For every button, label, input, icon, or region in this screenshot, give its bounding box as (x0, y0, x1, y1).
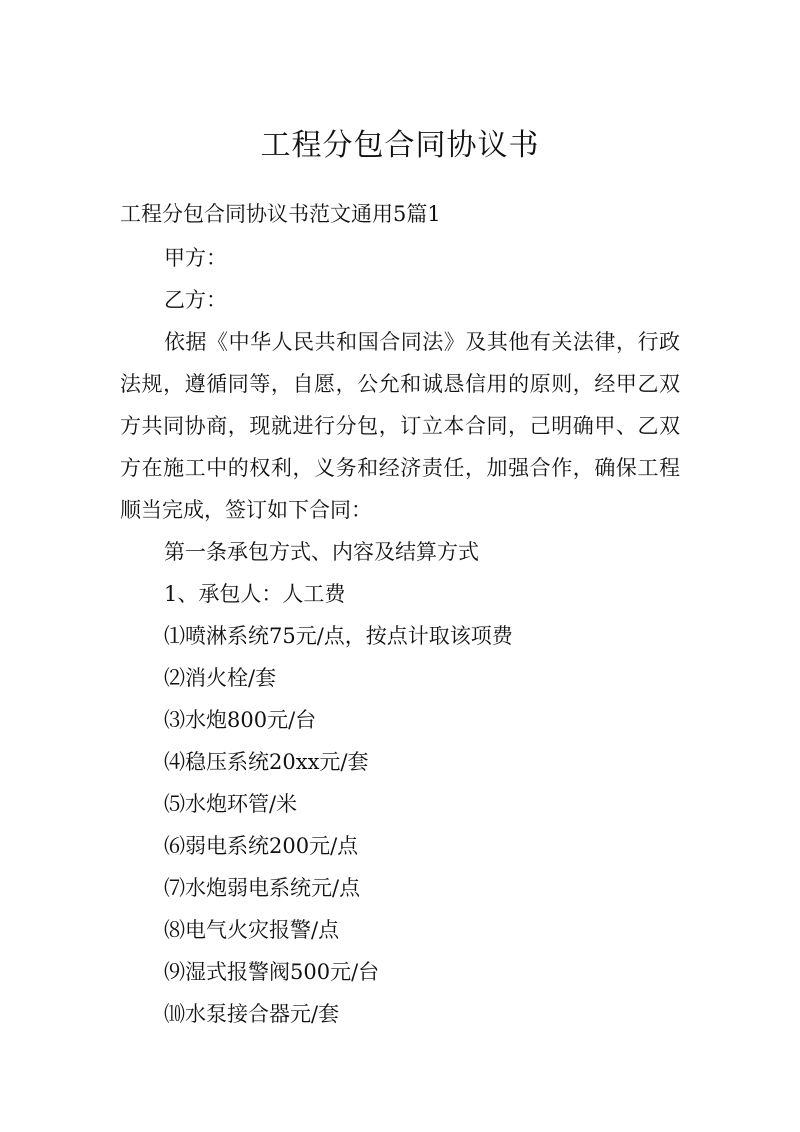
intro-paragraph-line: 法规，遵循同等，自愿，公允和诚恳信用的原则，经甲乙双 (120, 372, 680, 396)
fee-item: ⑺水炮弱电系统元/点 (164, 876, 361, 900)
fee-item: ⑽水泵接合器元/套 (164, 1002, 340, 1026)
fee-item: ⑹弱电系统200元/点 (164, 834, 359, 858)
fee-item: ⑵消火栓/套 (164, 666, 277, 690)
fee-item: ⑷稳压系统20xx元/套 (164, 750, 369, 774)
intro-paragraph-line: 依据《中华人民共和国合同法》及其他有关法律，行政 (164, 330, 680, 354)
party-b-label: 乙方： (164, 288, 227, 312)
fee-item: ⑼湿式报警阀500元/台 (164, 960, 380, 984)
party-a-label: 甲方： (164, 246, 227, 270)
intro-paragraph-line: 顺当完成，签订如下合同： (120, 498, 372, 522)
intro-paragraph-line: 方共同协商，现就进行分包，订立本合同，己明确甲、乙双 (120, 414, 680, 438)
document-title: 工程分包合同协议书 (260, 128, 540, 163)
document-subtitle: 工程分包合同协议书范文通用5篇1 (120, 202, 441, 226)
intro-paragraph-line: 方在施工中的权利，义务和经济责任，加强合作，确保工程 (120, 456, 680, 480)
article-heading: 第一条承包方式、内容及结算方式 (164, 540, 479, 564)
fee-item: ⑻电气火灾报警/点 (164, 918, 340, 942)
contractor-item: 1、承包人：人工费 (164, 582, 346, 606)
fee-item: ⑴喷淋系统75元/点，按点计取该项费 (164, 624, 513, 648)
fee-item: ⑸水炮环管/米 (164, 792, 298, 816)
fee-item: ⑶水炮800元/台 (164, 708, 317, 732)
